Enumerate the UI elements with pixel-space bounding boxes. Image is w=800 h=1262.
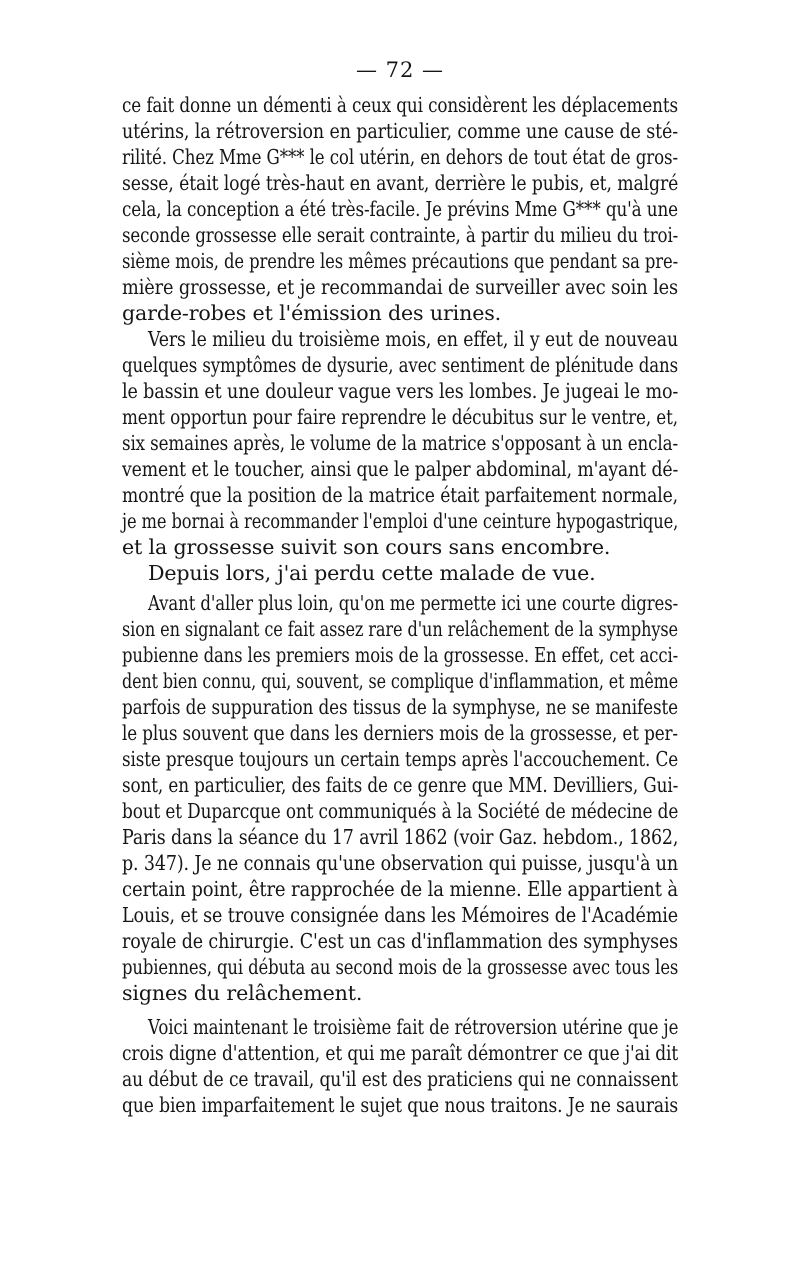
- text-line: Vers le milieu du troisième mois, en effet, il y eut de nouveau: [148, 327, 678, 351]
- text-line: le bassin et une douleur vague vers les lombes. Je jugeai le mo-: [122, 379, 679, 403]
- text-line: sion en signalant ce fait assez rare d'un relâchement de la symphyse: [122, 617, 678, 641]
- text-line: mière grossesse, et je recommandai de surveiller avec soin les: [122, 275, 678, 299]
- text-line: au début de ce travail, qu'il est des praticiens qui ne connaissent: [122, 1067, 679, 1091]
- text-line: garde-robes et l'émission des urines.: [122, 301, 502, 325]
- text-line: sesse, était logé très-haut en avant, derrière le pubis, et, malgré: [122, 171, 679, 195]
- text-line: certain point, être rapprochée de la mienne. Elle appartient à: [122, 877, 679, 901]
- text-line: montré que la position de la matrice était parfaitement normale,: [122, 483, 678, 507]
- text-line: p. 347). Je ne connais qu'une observation qui puisse, jusqu'à un: [122, 851, 679, 875]
- text-line: vement et le toucher, ainsi que le palper abdominal, m'ayant dé-: [122, 457, 679, 481]
- text-line: parfois de suppuration des tissus de la symphyse, ne se manifeste: [122, 695, 678, 719]
- text-line: utérins, la rétroversion en particulier, comme une cause de sté-: [122, 119, 679, 143]
- text-line: rilité. Chez Mme G*** le col utérin, en dehors de tout état de gros-: [122, 145, 678, 169]
- text-line: que bien imparfaitement le sujet que nous traitons. Je ne saurais: [122, 1093, 679, 1117]
- text-line: bout et Duparcque ont communiqués à la Société de médecine de: [122, 799, 679, 823]
- page-number: — 72 —: [355, 58, 445, 82]
- text-line: je me bornai à recommander l'emploi d'une ceinture hypogastrique,: [122, 509, 679, 533]
- text-line: dent bien connu, qui, souvent, se complique d'inflammation, et même: [122, 669, 679, 693]
- text-line: crois digne d'attention, et qui me paraît démontrer ce que j'ai dit: [122, 1041, 679, 1065]
- text-line: sont, en particulier, des faits de ce genre que MM. Devilliers, Gui-: [122, 773, 679, 797]
- text-line: ment opportun pour faire reprendre le décubitus sur le ventre, et,: [122, 405, 678, 429]
- text-line: le plus souvent que dans les derniers mois de la grossesse, et per-: [122, 721, 678, 745]
- text-line: Louis, et se trouve consignée dans les Mémoires de l'Académie: [122, 903, 679, 927]
- text-line: et la grossesse suivit son cours sans encombre.: [122, 535, 611, 559]
- text-line: Voici maintenant le troisième fait de rétroversion utérine que je: [148, 1015, 679, 1039]
- text-line: signes du relâchement.: [122, 981, 363, 1005]
- text-line: pubiennes, qui débuta au second mois de la grossesse avec tous les: [122, 955, 679, 979]
- text-line: Depuis lors, j'ai perdu cette malade de vue.: [148, 561, 596, 585]
- text-line: Paris dans la séance du 17 avril 1862 (voir Gaz. hebdom., 1862,: [122, 825, 679, 849]
- text-line: quelques symptômes de dysurie, avec sentiment de plénitude dans: [122, 353, 679, 377]
- text-line: royale de chirurgie. C'est un cas d'inflammation des symphyses: [122, 929, 679, 953]
- text-line: ce fait donne un démenti à ceux qui considèrent les déplacements: [122, 93, 678, 117]
- text-line: sième mois, de prendre les mêmes précautions que pendant sa pre-: [122, 249, 679, 273]
- text-line: pubienne dans les premiers mois de la grossesse. En effet, cet acci-: [122, 643, 679, 667]
- text-line: cela, la conception a été très-facile. Je prévins Mme G*** qu'à une: [122, 197, 678, 221]
- text-line: siste presque toujours un certain temps après l'accouchement. Ce: [122, 747, 679, 771]
- text-line: Avant d'aller plus loin, qu'on me permette ici une courte digres-: [148, 591, 679, 615]
- text-line: six semaines après, le volume de la matrice s'opposant à un encla-: [122, 431, 679, 455]
- text-line: seconde grossesse elle serait contrainte, à partir du milieu du troi-: [122, 223, 679, 247]
